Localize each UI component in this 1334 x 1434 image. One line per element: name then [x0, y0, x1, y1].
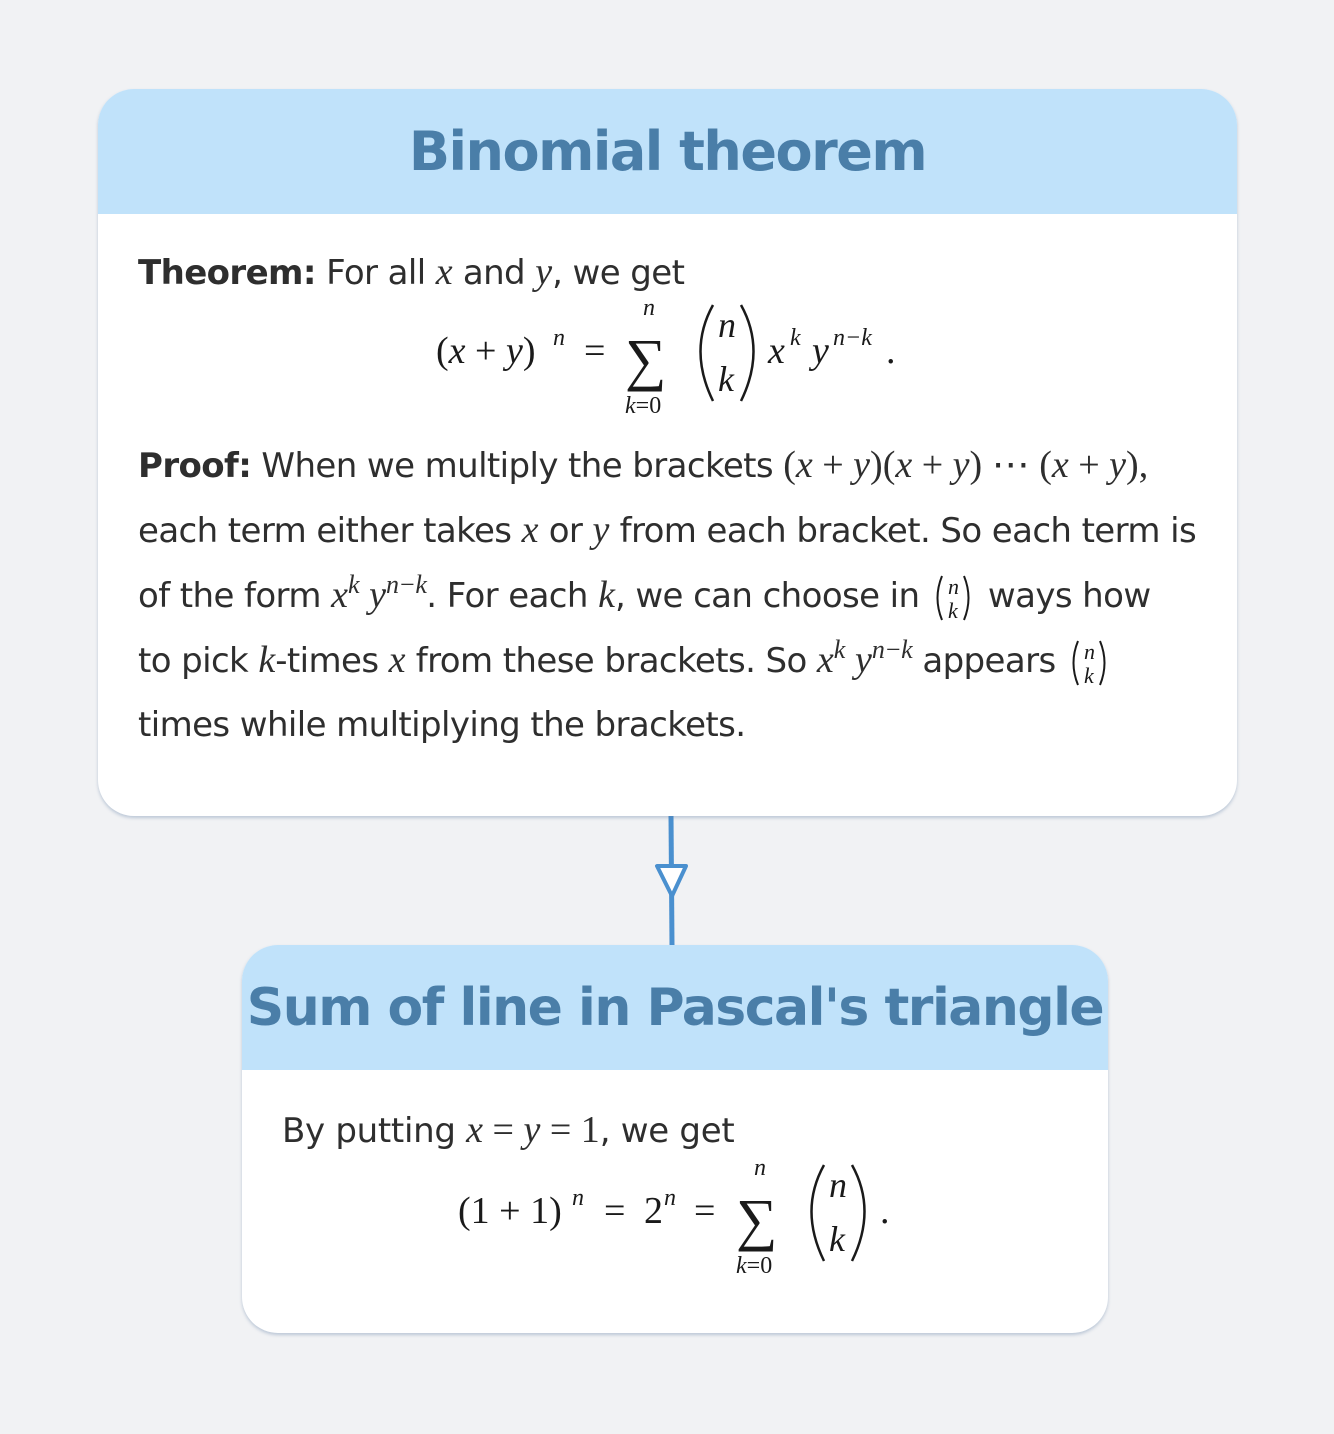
node-header	[98, 89, 1237, 214]
proof-text: from these brackets. So	[415, 641, 807, 681]
proof-text: to pick	[138, 641, 249, 681]
svg-text:=: =	[584, 330, 606, 372]
svg-text:k: k	[790, 325, 801, 351]
binomial-coefficient	[1066, 637, 1114, 689]
node-header	[242, 945, 1108, 1070]
intro-label: By putting	[282, 1111, 456, 1151]
proof-text: , we can choose in	[614, 576, 920, 616]
theorem-text: , we get	[552, 253, 685, 293]
proof-text: or	[548, 511, 583, 551]
svg-text:n: n	[664, 1185, 676, 1211]
node-body	[242, 1070, 1108, 1291]
theorem-text: and	[462, 253, 526, 293]
pascal-sum-formula	[282, 1155, 1068, 1291]
proof-text: -times	[275, 641, 379, 681]
svg-text:∑: ∑	[625, 327, 667, 392]
binomial-formula	[138, 295, 1197, 433]
svg-text:n: n	[643, 295, 655, 321]
svg-text:=: =	[604, 1190, 626, 1232]
theorem-statement: Theorem: For all x and y, we get	[138, 251, 685, 293]
svg-text:n: n	[1083, 638, 1095, 664]
arrowhead-icon	[657, 866, 686, 896]
node-title: Binomial theorem	[408, 120, 927, 183]
svg-text:=: =	[694, 1190, 716, 1232]
svg-text:(x + y): (x + y)	[436, 330, 536, 372]
proof-text: of the form	[138, 576, 321, 616]
proof-label: Proof:	[138, 446, 252, 486]
binomial-coefficient	[930, 572, 978, 624]
svg-text:y: y	[812, 330, 829, 372]
proof-text: appears	[922, 641, 1056, 681]
svg-text:(1 + 1): (1 + 1)	[458, 1190, 562, 1232]
intro-text: By putting x = y = 1, we get	[282, 1109, 735, 1151]
node-binomial-theorem[interactable]	[98, 89, 1237, 816]
svg-text:2: 2	[644, 1190, 663, 1232]
formula-svg	[138, 295, 1198, 433]
formula-svg	[282, 1155, 1068, 1291]
theorem-text: For all	[326, 253, 426, 293]
node-pascal-triangle-sum[interactable]	[242, 945, 1108, 1333]
intro-label: , we get	[599, 1111, 735, 1151]
svg-text:n: n	[829, 1165, 847, 1205]
svg-text:∑: ∑	[736, 1187, 778, 1252]
svg-text:k=0: k=0	[625, 393, 662, 419]
proof-text: times while multiplying the brackets.	[138, 705, 746, 745]
proof-text: from each bracket. So each term is	[619, 511, 1197, 551]
node-body	[98, 214, 1237, 757]
svg-text:n−k: n−k	[833, 325, 872, 351]
theorem-label: Theorem:	[138, 253, 316, 293]
proof-text: each term either takes	[138, 511, 512, 551]
svg-text:n: n	[572, 1185, 584, 1211]
svg-text:.: .	[880, 1190, 890, 1232]
svg-text:k: k	[1083, 662, 1093, 688]
svg-text:n: n	[553, 325, 565, 351]
proof-text: When we multiply the brackets	[261, 446, 773, 486]
svg-text:x: x	[768, 330, 785, 372]
node-title: Sum of line in Pascal's triangle	[246, 977, 1104, 1038]
svg-text:n: n	[947, 573, 959, 599]
svg-text:k: k	[829, 1219, 845, 1259]
svg-text:k: k	[718, 359, 734, 399]
proof-paragraph: Proof: When we multiply the brackets (x + y)(x + y) ⋯ (x + y), each term either takes x or y from each bracket. So each term is of the form $x^k$ $y^{n-k}$. For each k, we can choose in n k ways how to pick k-times x from these brackets. So $x^k$ $y^{n-k}$ appears n k times while multiplying the brackets.	[138, 444, 1197, 745]
proof-text: ways how	[987, 576, 1151, 616]
proof-text: . For each	[426, 576, 588, 616]
svg-text:n: n	[754, 1155, 766, 1181]
svg-text:k=0: k=0	[736, 1253, 773, 1279]
svg-text:.: .	[886, 330, 896, 372]
svg-text:n: n	[718, 305, 736, 345]
svg-text:k: k	[947, 597, 957, 623]
